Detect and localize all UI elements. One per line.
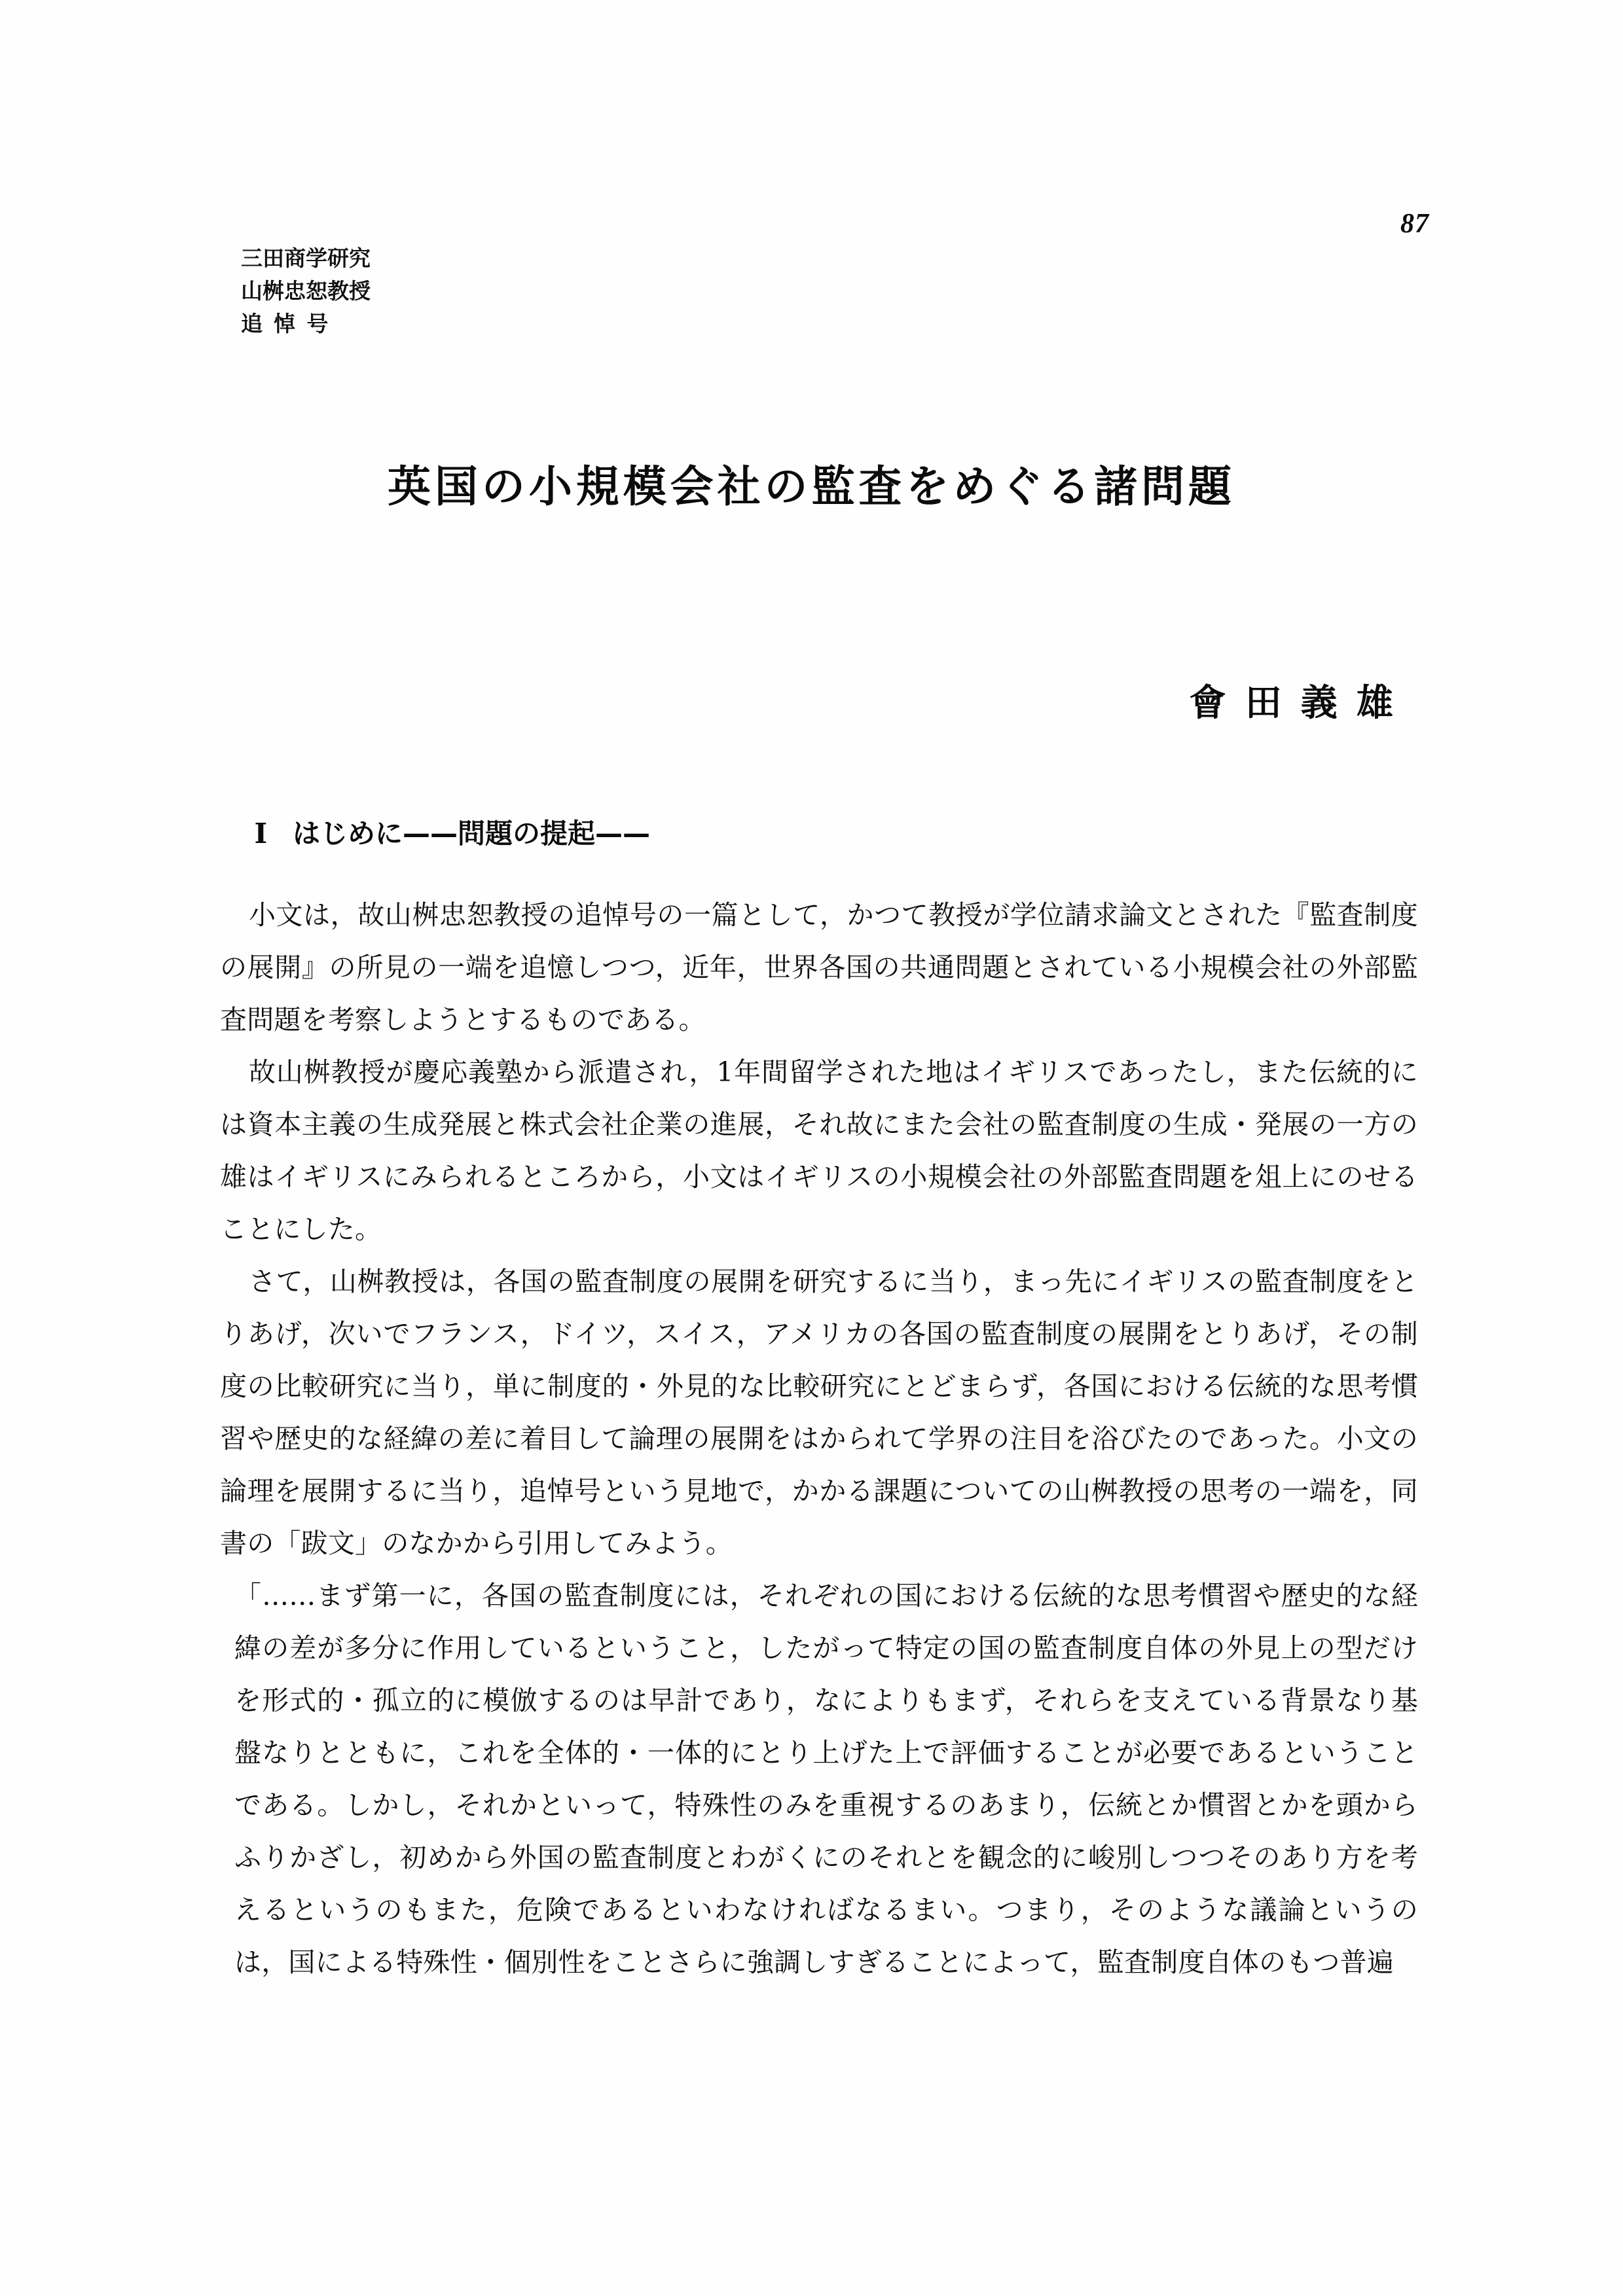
text-line: さて，山桝教授は，各国の監査制度の展開を研究するに当り，まっ先にイギリスの監査制度をと [249, 1266, 1418, 1297]
masthead-line-honoree: 山桝忠恕教授 [241, 278, 371, 304]
text-line: である。しかし，それかといって，特殊性のみを重視するのあまり，伝統とか慣習とかを頭から [234, 1789, 1418, 1821]
text-line: の展開』の所見の一端を追憶しつつ，近年，世界各国の共通問題とされている小規模会社の外部監 [220, 952, 1418, 983]
text-line: 「……まず第一に，各国の監査制度には，それぞれの国における伝統的な思考慣習や歴史的な経 [234, 1580, 1418, 1611]
body-paragraph [220, 1046, 1418, 1255]
author-name: 會田義雄 [1189, 682, 1412, 725]
masthead-line-journal: 三田商学研究 [241, 245, 371, 271]
text-line: 緯の差が多分に作用しているということ，したがって特定の国の監査制度自体の外見上の型だけ [234, 1632, 1418, 1664]
section-heading [216, 780, 650, 884]
text-line: 度の比較研究に当り，単に制度的・外見的な比較研究にとどまらず，各国における伝統的な思考慣 [220, 1371, 1418, 1402]
text-line: 習や歴史的な経緯の差に着目して論理の展開をはかられて学界の注目を浴びたのであった。小文の [220, 1423, 1418, 1454]
text-line: えるというのもまた，危険であるといわなければなるまい。つまり，そのような議論というの [234, 1894, 1418, 1926]
text-line: 故山桝教授が慶応義塾から派遣され，1年間留学された地はイギリスであったし，また伝統的に [249, 1056, 1418, 1088]
text-line: 雄はイギリスにみられるところから，小文はイギリスの小規模会社の外部監査問題を俎上にのせる [220, 1161, 1418, 1193]
text-line: を形式的・孤立的に模倣するのは早計であり，なによりもまず，それらを支えている背景なり基 [234, 1685, 1418, 1716]
page-number: 87 [1400, 209, 1429, 239]
text-line: は，国による特殊性・個別性をことさらに強調しすぎることによって，監査制度自体のもつ普遍 [234, 1946, 1394, 1978]
text-line: ことにした。 [220, 1213, 382, 1245]
text-line: りあげ，次いでフランス，ドイツ，スイス，アメリカの各国の監査制度の展開をとりあげ，その制 [220, 1318, 1418, 1350]
text-line: 書の「跋文」のなかから引用してみよう。 [220, 1528, 733, 1559]
quoted-paragraph [220, 1570, 1418, 1988]
text-line: 査問題を考察しようとするものである。 [220, 1004, 706, 1035]
text-line: 小文は，故山桝忠恕教授の追悼号の一篇として，かつて教授が学位請求論文とされた『監査制度 [249, 899, 1418, 931]
text-line: は資本主義の生成発展と株式会社企業の進展，それ故にまた会社の監査制度の生成・発展の一方の [220, 1109, 1418, 1140]
text-line: 盤なりとともに，これを全体的・一体的にとり上げた上で評価することが必要であるということ [234, 1737, 1418, 1768]
section-numeral: Ⅰ [254, 819, 268, 850]
text-line: ふりかざし，初めから外国の監査制度とわがくにのそれとを観念的に峻別しつつそのあり方を考 [234, 1842, 1418, 1873]
journal-masthead [241, 242, 371, 340]
body-paragraph [220, 1255, 1418, 1570]
section-heading-label: はじめに——問題の提起—— [292, 817, 650, 850]
text-line: 論理を展開するに当り，追悼号という見地で，かかる課題についての山桝教授の思考の一端を，同 [220, 1475, 1418, 1507]
body-paragraph [220, 889, 1418, 1046]
masthead-line-issue: 追悼号 [241, 311, 340, 337]
body-text [220, 889, 1418, 1988]
article-title: 英国の小規模会社の監査をめぐる諸問題 [388, 461, 1235, 512]
